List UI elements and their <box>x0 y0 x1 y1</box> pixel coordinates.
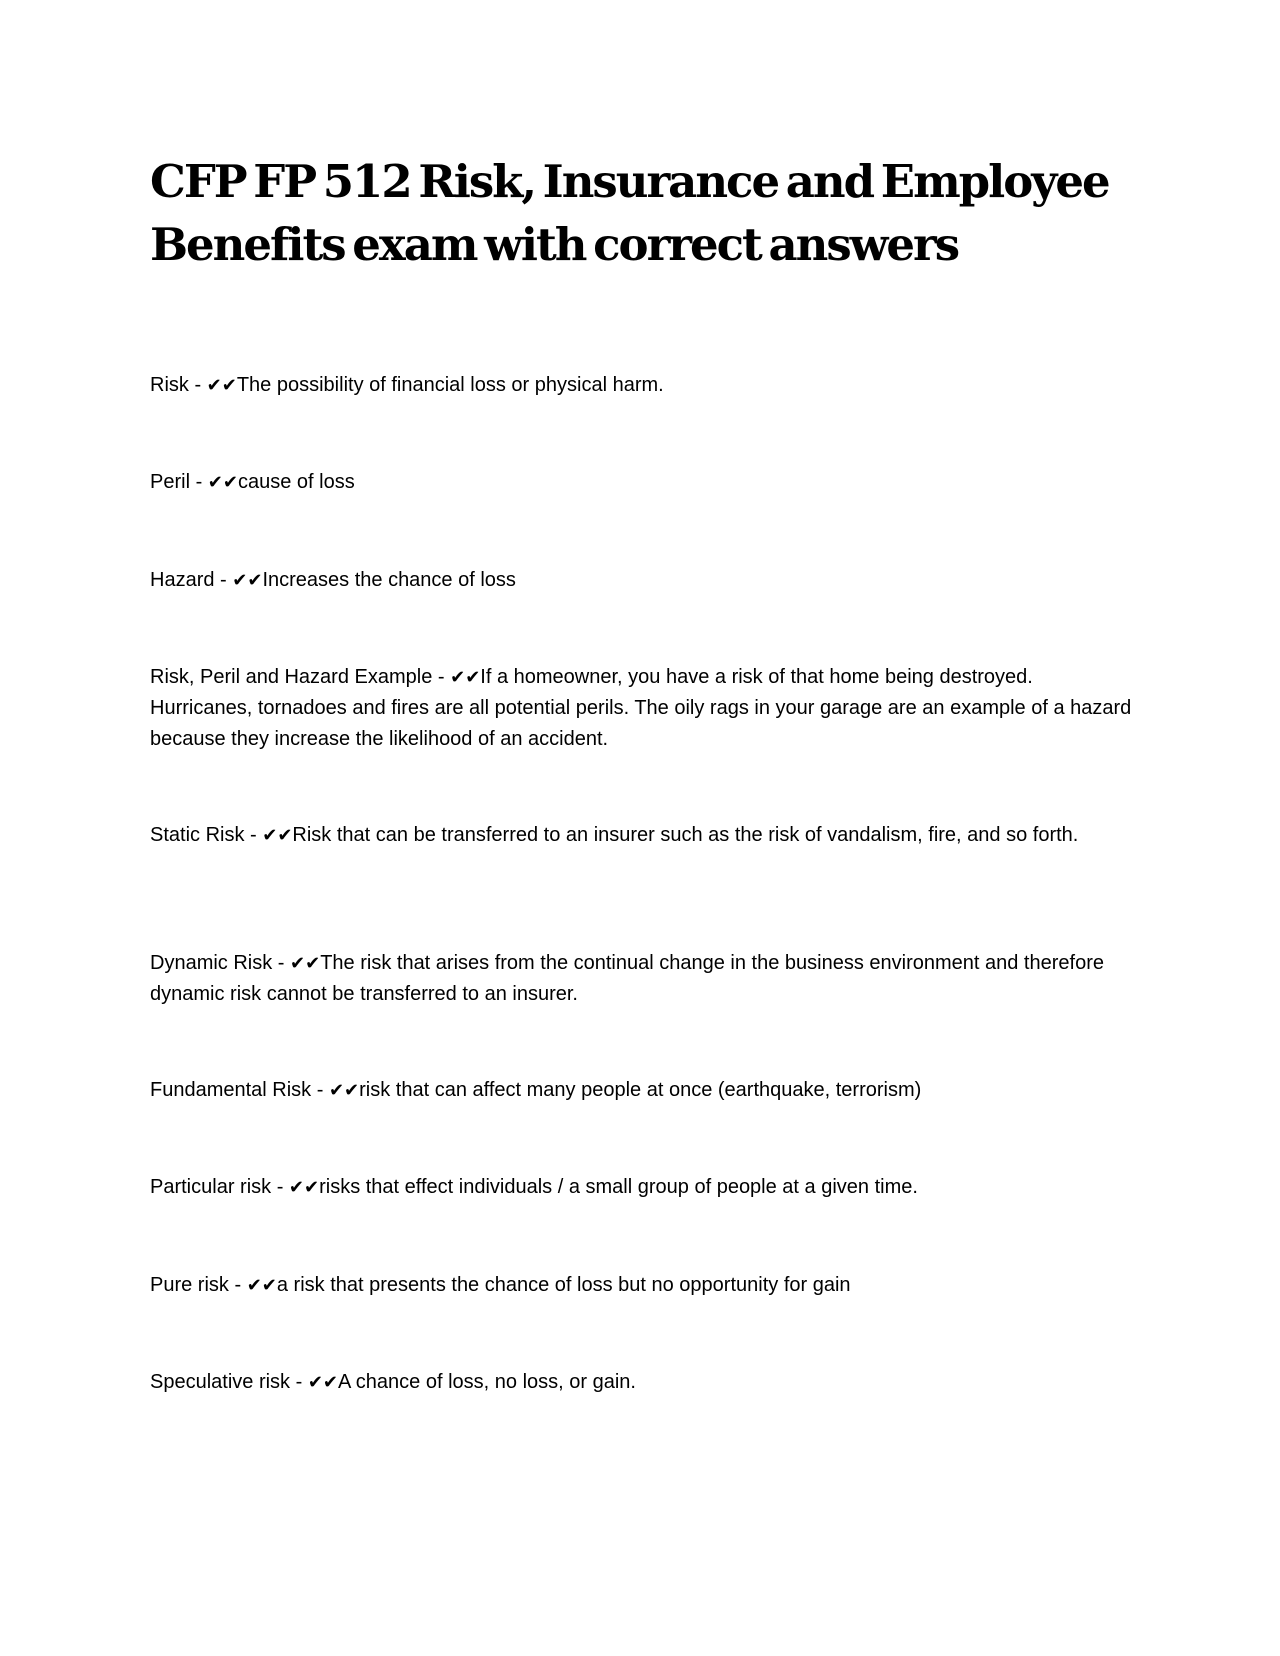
entry-definition: If a homeowner, you have a risk of that home being destroyed. Hurricanes, tornadoes and fires are all potential perils. The oily rags in your garage are an example of a hazard because they increase the likelihood of an accident. <box>150 666 1132 750</box>
definition-entry <box>150 467 1140 498</box>
entry-term: Risk <box>150 374 189 396</box>
checkmark-icon: ✔✔ <box>290 953 321 974</box>
entry-term: Risk, Peril and Hazard Example <box>150 666 433 688</box>
checkmark-icon: ✔✔ <box>207 472 238 493</box>
entry-definition: cause of loss <box>237 471 355 493</box>
checkmark-icon: ✔✔ <box>206 375 237 396</box>
entry-definition: risks that effect individuals / a small group of people at a given time. <box>319 1176 918 1198</box>
definition-entry <box>150 565 1140 596</box>
entry-term: Dynamic Risk <box>150 952 273 974</box>
definition-entry <box>150 948 1140 1010</box>
entry-separator: - <box>432 666 451 688</box>
entry-term: Hazard <box>150 569 215 591</box>
entry-definition: A chance of loss, no loss, or gain. <box>338 1371 636 1393</box>
definition-entry <box>150 1367 1140 1398</box>
entry-separator: - <box>190 471 208 493</box>
definition-entry <box>150 820 1140 851</box>
entry-definition: The risk that arises from the continual change in the business environment and therefore dynamic risk cannot be transferred to an insurer. <box>150 952 1104 1005</box>
entry-term: Static Risk <box>150 824 245 846</box>
definition-entry <box>150 1270 1140 1301</box>
checkmark-icon: ✔✔ <box>262 825 293 846</box>
entry-separator: - <box>271 1176 289 1198</box>
entry-definition: Risk that can be transferred to an insurer such as the risk of vandalism, fire, and so forth. <box>292 824 1079 846</box>
entry-definition: a risk that presents the chance of loss but no opportunity for gain <box>276 1274 851 1296</box>
entry-separator: - <box>290 1371 308 1393</box>
entry-definition: risk that can affect many people at once (earthquake, terrorism) <box>359 1079 922 1101</box>
entry-separator: - <box>272 952 291 974</box>
entry-term: Fundamental Risk <box>150 1079 312 1101</box>
entry-separator: - <box>228 1274 247 1296</box>
document-title: CFP FP 512 Risk, Insurance and Employee Benefits exam with correct answers <box>150 155 1109 271</box>
definition-entry <box>150 662 1140 755</box>
entry-separator: - <box>188 374 207 396</box>
checkmark-icon: ✔✔ <box>307 1372 339 1393</box>
entry-separator: - <box>244 824 263 846</box>
checkmark-icon: ✔✔ <box>246 1275 277 1296</box>
entry-definition: The possibility of financial loss or physical harm. <box>236 374 664 396</box>
entry-separator: - <box>311 1079 329 1101</box>
checkmark-icon: ✔✔ <box>328 1080 360 1101</box>
entry-term: Pure risk <box>150 1274 229 1296</box>
checkmark-icon: ✔✔ <box>288 1177 320 1198</box>
entry-definition: Increases the chance of loss <box>262 569 516 591</box>
entry-term: Peril <box>150 471 191 493</box>
checkmark-icon: ✔✔ <box>232 570 263 591</box>
entry-term: Speculative risk <box>150 1371 291 1393</box>
entry-separator: - <box>214 569 233 591</box>
checkmark-icon: ✔✔ <box>450 667 481 688</box>
definition-entry <box>150 1075 1140 1106</box>
entry-term: Particular risk <box>150 1176 272 1198</box>
definition-entry <box>150 1172 1140 1203</box>
definition-entry <box>150 370 1140 401</box>
